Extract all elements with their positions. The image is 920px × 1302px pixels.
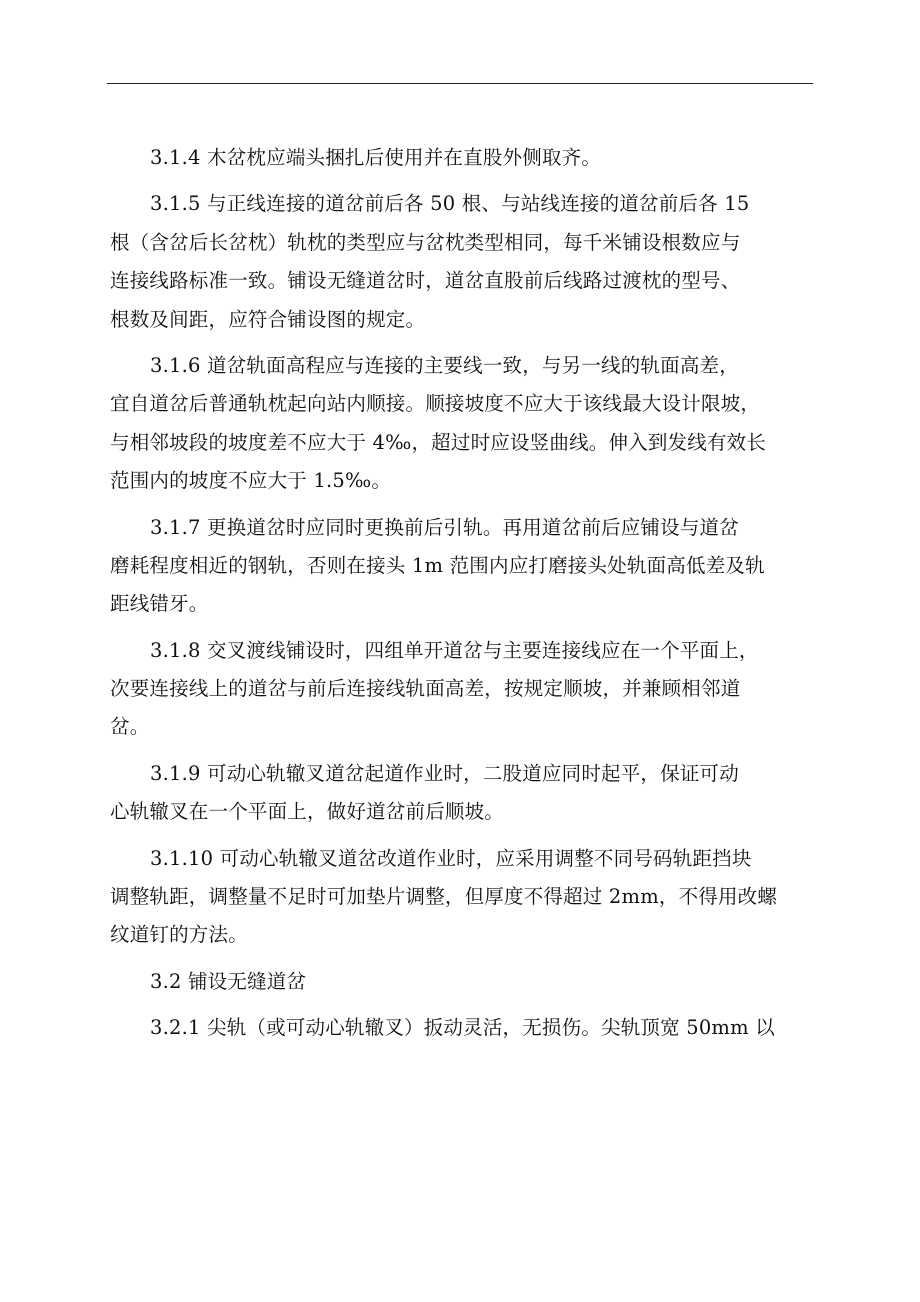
paragraph-3-1-5 [110,185,816,339]
text-line: 3.2 铺设无缝道岔 [150,969,307,993]
text-line: 3.1.7 更换道岔时应同时更换前后引轨。再用道岔前后应铺设与道岔 [150,515,739,539]
header-rule [107,83,813,84]
text-line: 心轨辙叉在一个平面上，做好道岔前后顺坡。 [110,800,505,824]
paragraph-3-1-8 [110,632,816,747]
text-line: 3.2.1 尖轨（或可动心轨辙叉）扳动灵活，无损伤。尖轨顶宽 50mm 以 [150,1016,775,1040]
text-line: 3.1.10 可动心轨辙叉道岔改道作业时，应采用调整不同号码轨距挡块 [150,846,752,870]
paragraph-3-1-9 [110,755,816,832]
paragraph-3-2-1 [110,1009,816,1047]
text-line: 调整轨距，调整量不足时可加垫片调整，但厚度不得超过 2mm，不得用改螺 [110,885,778,909]
text-line: 磨耗程度相近的钢轨，否则在接头 1m 范围内应打磨接头处轨面高低差及轨 [110,553,765,577]
text-line: 3.1.8 交叉渡线铺设时，四组单开道岔与主要连接线应在一个平面上， [150,638,759,662]
text-line: 与相邻坡段的坡度差不应大于 4‰，超过时应设竖曲线。伸入到发线有效长 [110,430,767,454]
text-line: 连接线路标准一致。铺设无缝道岔时，道岔直股前后线路过渡枕的型号、 [110,269,741,293]
text-line: 宜自道岔后普通轨枕起向站内顺接。顺接坡度不应大于该线最大设计限坡， [110,392,761,416]
text-line: 根数及间距，应符合铺设图的规定。 [110,307,426,331]
paragraph-3-1-4 [110,139,816,177]
text-line: 次要连接线上的道岔与前后连接线轨面高差，按规定顺坡，并兼顾相邻道 [110,677,741,701]
text-line: 根（含岔后长岔枕）轨枕的类型应与岔枕类型相同，每千米铺设根数应与 [110,230,741,254]
paragraph-3-1-7 [110,509,816,624]
text-line: 岔。 [110,715,150,739]
paragraph-3-1-10 [110,840,816,955]
text-line: 3.1.5 与正线连接的道岔前后各 50 根、与站线连接的道岔前后各 15 [150,192,750,216]
text-line: 3.1.6 道岔轨面高程应与连接的主要线一致，与另一线的轨面高差， [150,353,739,377]
paragraph-3-1-6 [110,347,816,501]
text-line: 纹道钉的方法。 [110,923,248,947]
text-line: 距线错牙。 [110,592,209,616]
section-heading-3-2 [110,963,816,1001]
text-line: 范围内的坡度不应大于 1.5‰。 [110,469,392,493]
text-line: 3.1.4 木岔枕应端头捆扎后使用并在直股外侧取齐。 [150,146,602,169]
document-body [110,139,816,1048]
text-line: 3.1.9 可动心轨辙叉道岔起道作业时，二股道应同时起平，保证可动 [150,761,739,785]
